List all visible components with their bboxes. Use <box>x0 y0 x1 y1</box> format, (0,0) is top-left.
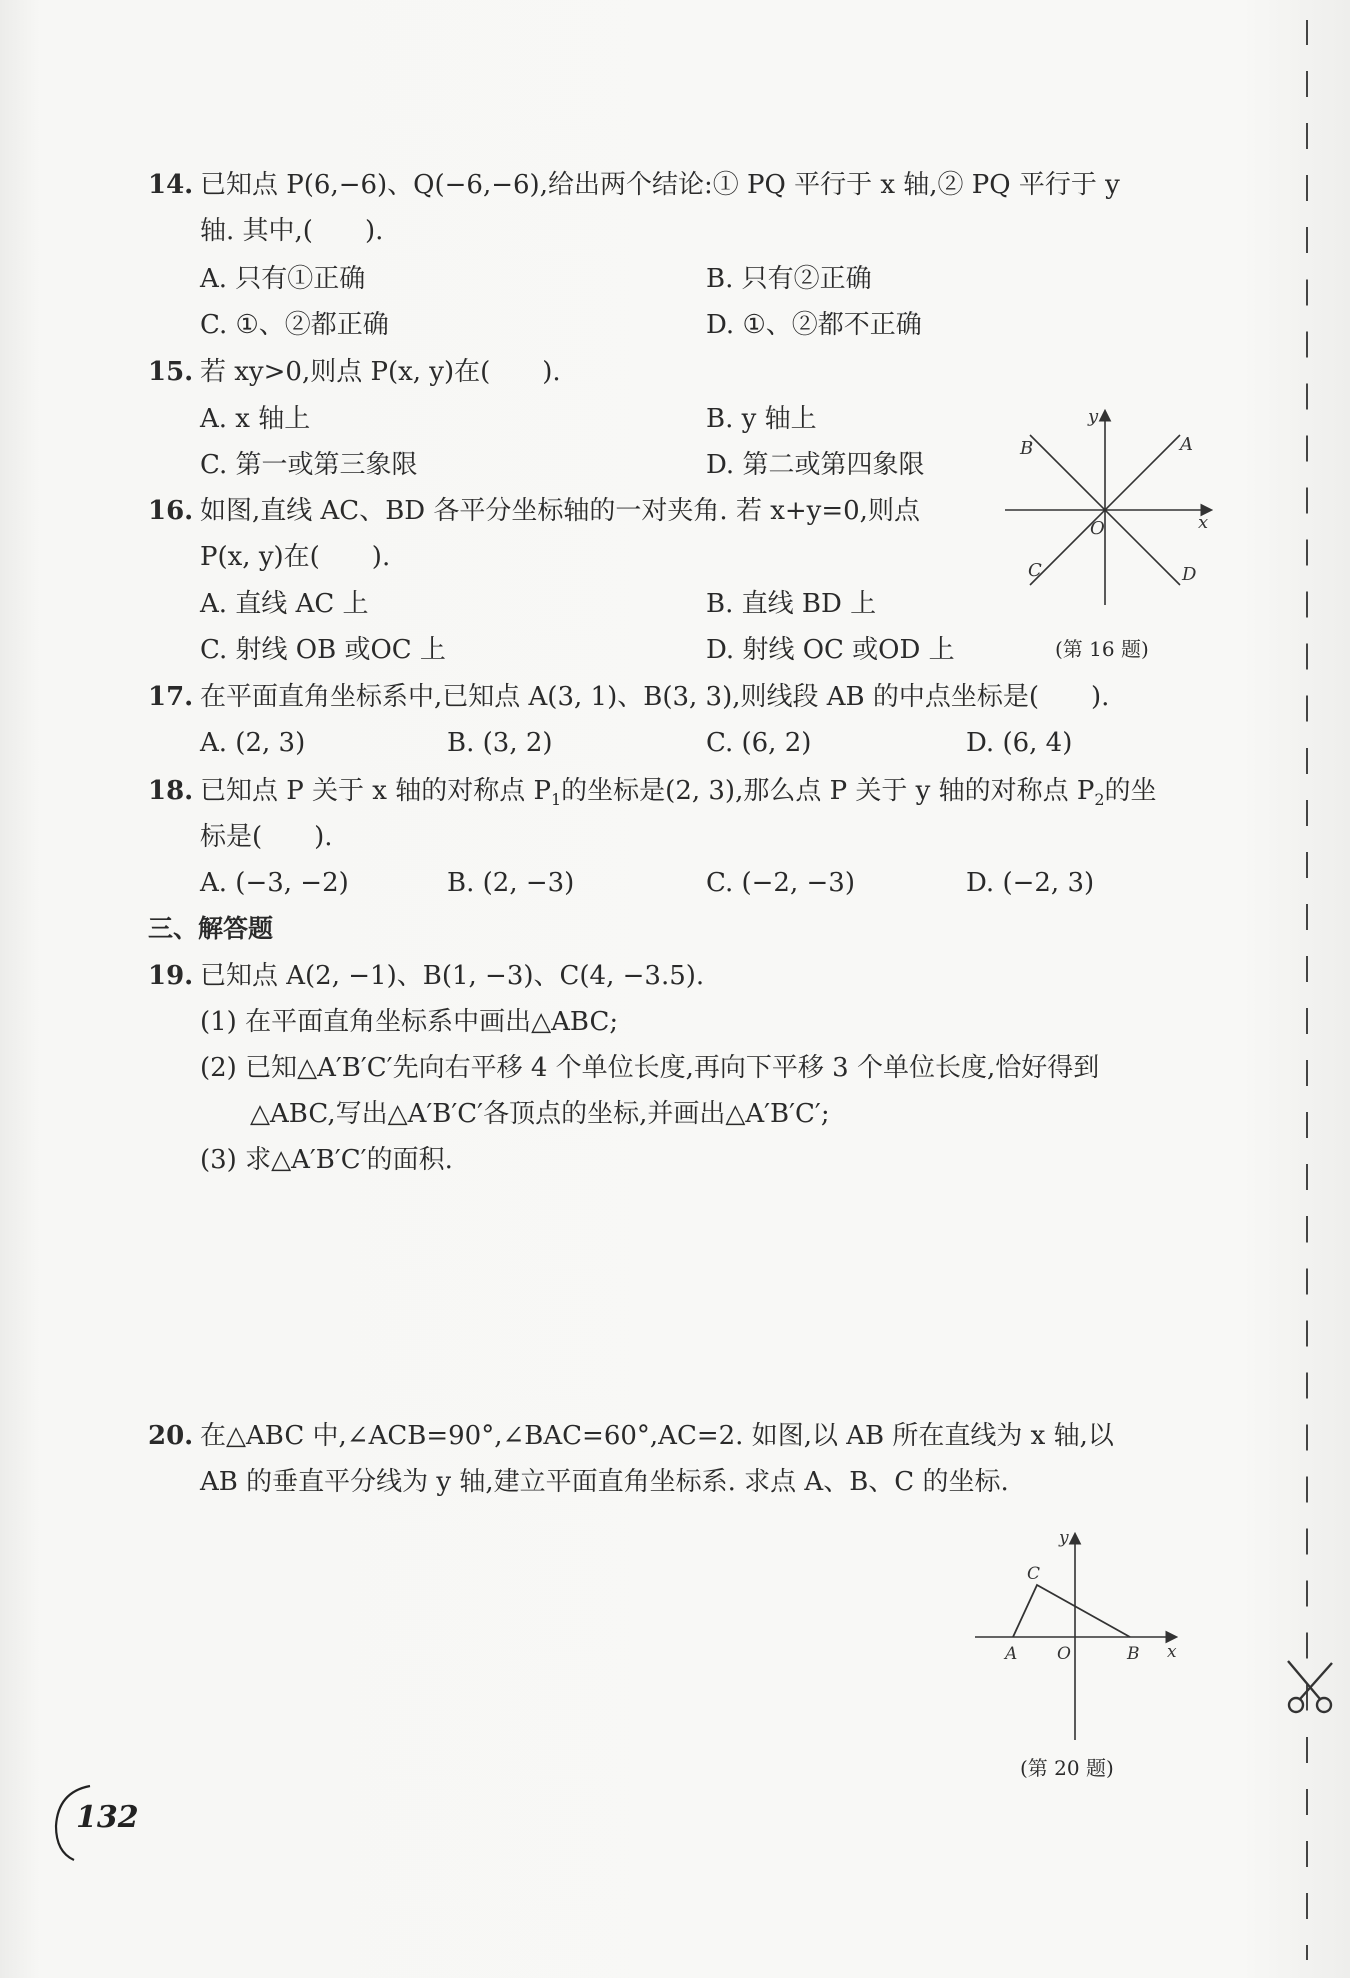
question-text: 已知点 A(2, −1)、B(1, −3)、C(4, −3.5). <box>200 961 705 991</box>
option-d: D. 第二或第四象限 <box>706 450 925 480</box>
option-b: B. (2, −3) <box>447 868 575 898</box>
label-c: C <box>1027 1564 1041 1584</box>
question-text <box>200 774 1157 817</box>
text-part: 的坐标是(2, 3),那么点 P 关于 y 轴的对称点 P <box>561 776 1095 806</box>
option-c: C. ①、②都正确 <box>200 310 389 340</box>
question-text-cont: P(x, y)在( ). <box>200 542 391 572</box>
option-d: D. (−2, 3) <box>966 868 1095 898</box>
triangle-abc <box>1013 1585 1130 1637</box>
question-text-cont: 轴. 其中,( ). <box>200 216 384 246</box>
question-text: 已知点 P(6,−6)、Q(−6,−6),给出两个结论:① PQ 平行于 x 轴,② PQ 平行于 y <box>200 170 1120 200</box>
label-d: D <box>1182 564 1197 585</box>
option-a: A. 只有①正确 <box>200 264 366 294</box>
label-y: y <box>1059 1528 1069 1548</box>
question-number: 15. <box>148 357 194 387</box>
question-number: 20. <box>148 1421 194 1451</box>
section-heading: 三、解答题 <box>148 914 274 943</box>
label-b: B <box>1127 1644 1140 1664</box>
question-text: 若 xy>0,则点 P(x, y)在( ). <box>200 357 561 387</box>
page-number: 132 <box>76 1800 139 1835</box>
label-o: O <box>1057 1644 1071 1664</box>
option-b: B. (3, 2) <box>447 728 553 758</box>
option-a: A. (2, 3) <box>200 728 306 758</box>
subscript-1: 1 <box>550 790 562 810</box>
option-a: A. x 轴上 <box>200 404 311 434</box>
subscript-2: 2 <box>1094 790 1105 810</box>
label-y: y <box>1088 406 1099 427</box>
sub-question-1: (1) 在平面直角坐标系中画出△ABC; <box>200 1007 619 1037</box>
question-number: 18. <box>148 776 194 806</box>
option-b: B. 直线 BD 上 <box>706 589 877 619</box>
option-c: C. 射线 OB 或OC 上 <box>200 635 446 665</box>
question-number: 17. <box>148 682 194 712</box>
page-number-badge <box>50 1782 160 1862</box>
figure-20-caption: (第 20 题) <box>1020 1756 1114 1780</box>
option-c: C. (−2, −3) <box>706 868 855 898</box>
sub-question-3: (3) 求△A′B′C′的面积. <box>200 1145 453 1175</box>
option-a: A. (−3, −2) <box>200 868 349 898</box>
question-number: 19. <box>148 961 194 991</box>
sub-question-2-cont: △ABC,写出△A′B′C′各顶点的坐标,并画出△A′B′C′; <box>250 1099 830 1129</box>
label-x: x <box>1167 1642 1177 1662</box>
scissors-icon <box>1280 1655 1340 1715</box>
question-number: 16. <box>148 496 194 526</box>
option-c: C. 第一或第三象限 <box>200 450 418 480</box>
question-text-cont: 标是( ). <box>200 822 333 852</box>
text-part: 已知点 P 关于 x 轴的对称点 P <box>200 776 551 806</box>
figure-16-caption: (第 16 题) <box>1055 637 1149 661</box>
question-text: 在△ABC 中,∠ACB=90°,∠BAC=60°,AC=2. 如图,以 AB 所在直线为 x 轴,以 <box>200 1421 1114 1451</box>
figure-16-diagram <box>1000 400 1230 610</box>
figure-20-diagram <box>975 1525 1185 1745</box>
option-c: C. (6, 2) <box>706 728 812 758</box>
option-d: D. 射线 OC 或OD 上 <box>706 635 955 665</box>
sub-question-2: (2) 已知△A′B′C′先向右平移 4 个单位长度,再向下平移 3 个单位长度,恰好得到 <box>200 1053 1100 1083</box>
option-b: B. 只有②正确 <box>706 264 872 294</box>
question-text: 在平面直角坐标系中,已知点 A(3, 1)、B(3, 3),则线段 AB 的中点坐标是( ). <box>200 682 1110 712</box>
label-a: A <box>1180 434 1193 455</box>
text-part: 的坐 <box>1104 776 1157 806</box>
option-a: A. 直线 AC 上 <box>200 589 369 619</box>
question-text: 如图,直线 AC、BD 各平分坐标轴的一对夹角. 若 x+y=0,则点 <box>200 496 920 526</box>
label-x: x <box>1198 512 1209 533</box>
label-a: A <box>1005 1644 1018 1664</box>
option-d: D. (6, 4) <box>966 728 1073 758</box>
option-b: B. y 轴上 <box>706 404 817 434</box>
question-number: 14. <box>148 170 194 200</box>
label-b: B <box>1020 438 1034 459</box>
question-text-cont: AB 的垂直平分线为 y 轴,建立平面直角坐标系. 求点 A、B、C 的坐标. <box>200 1467 1009 1497</box>
option-d: D. ①、②都不正确 <box>706 310 922 340</box>
label-c: C <box>1028 560 1042 581</box>
label-o: O <box>1090 518 1105 539</box>
